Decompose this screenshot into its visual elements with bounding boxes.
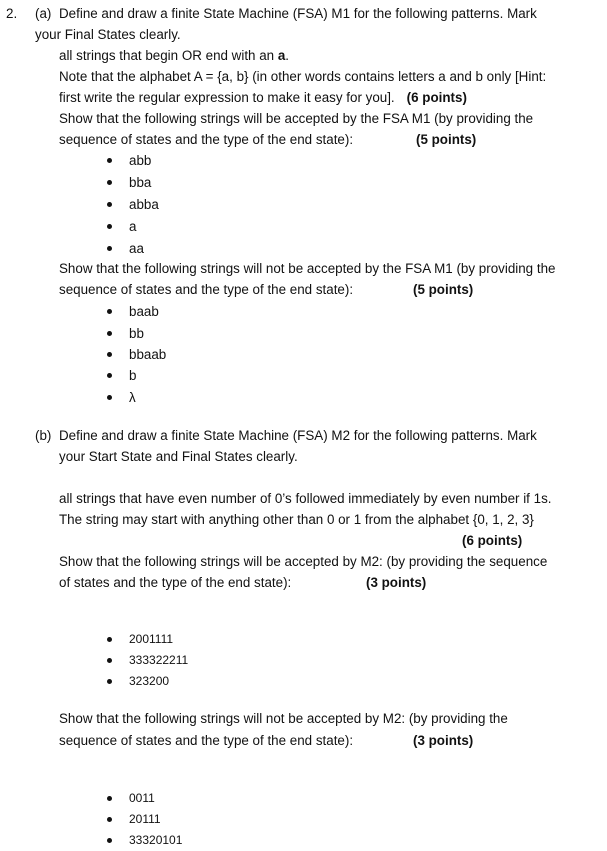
part-a-title-line2: your Final States clearly. <box>35 27 181 42</box>
part-b-reject-line2: sequence of states and the type of the end state): <box>59 733 354 748</box>
part-a-note-line1: Note that the alphabet A = {a, b} (in other words contains letters a and b only [Hint: <box>59 69 547 84</box>
part-b-title-line1: Define and draw a finite State Machine (FSA) M2 for the following patterns. Mark <box>59 428 537 443</box>
bullet-icon <box>107 331 112 336</box>
part-b-title-line2: your Start State and Final States clearly. <box>59 449 298 464</box>
list-item: 333322211 <box>129 653 189 667</box>
part-a-accept-points: (5 points) <box>416 132 477 147</box>
part-b-pattern-line1: all strings that have even number of 0’s followed immediately by even number if 1s. <box>59 491 552 506</box>
part-b-reject-points: (3 points) <box>413 733 474 748</box>
bullet-icon <box>107 817 112 822</box>
bullet-icon <box>107 309 112 314</box>
list-item: λ <box>129 390 136 405</box>
list-item: b <box>129 368 137 383</box>
list-item: abba <box>129 197 159 212</box>
bullet-icon <box>107 202 112 207</box>
list-item: aa <box>129 241 144 256</box>
bullet-icon <box>107 158 112 163</box>
list-item: 20111 <box>129 812 161 826</box>
bullet-icon <box>107 246 112 251</box>
bullet-icon <box>107 796 112 801</box>
list-item: 0011 <box>129 791 155 805</box>
list-item: 323200 <box>129 674 170 688</box>
list-item: baab <box>129 304 159 319</box>
part-b-accept-points: (3 points) <box>366 575 427 590</box>
bullet-icon <box>107 373 112 378</box>
part-a-accept-line1: Show that the following strings will be accepted by the FSA M1 (by providing the <box>59 111 534 126</box>
part-b-accept-line1: Show that the following strings will be accepted by M2: (by providing the sequence <box>59 554 548 569</box>
part-a-label: (a) <box>35 6 52 21</box>
list-item: abb <box>129 153 152 168</box>
list-item: 2001111 <box>129 632 174 646</box>
list-item: bbaab <box>129 347 167 362</box>
part-a-pattern: all strings that begin OR end with an a. <box>59 48 290 63</box>
bullet-icon <box>107 395 112 400</box>
list-item: bba <box>129 175 152 190</box>
part-b-accept-line2: of states and the type of the end state): <box>59 575 292 590</box>
part-a-note-line2: first write the regular expression to make it easy for you]. (6 points) <box>59 90 467 105</box>
part-a-accept-line2: sequence of states and the type of the end state): <box>59 132 354 147</box>
list-item: bb <box>129 326 144 341</box>
bullet-icon <box>107 224 112 229</box>
part-b-pattern-points: (6 points) <box>462 533 523 548</box>
part-b-pattern-line2: The string may start with anything other than 0 or 1 from the alphabet {0, 1, 2, 3} <box>59 512 534 527</box>
bullet-icon <box>107 679 112 684</box>
bullet-icon <box>107 352 112 357</box>
part-a-title-line1: Define and draw a finite State Machine (FSA) M1 for the following patterns. Mark <box>59 6 537 21</box>
question-number: 2. <box>6 6 18 21</box>
bullet-icon <box>107 180 112 185</box>
part-a-reject-points: (5 points) <box>413 282 474 297</box>
bullet-icon <box>107 838 112 843</box>
list-item: 33320101 <box>129 833 183 847</box>
bullet-icon <box>107 637 112 642</box>
part-a-reject-line2: sequence of states and the type of the end state): <box>59 282 354 297</box>
part-b-label: (b) <box>35 428 52 443</box>
part-b-reject-line1: Show that the following strings will not be accepted by M2: (by providing the <box>59 711 508 726</box>
bullet-icon <box>107 658 112 663</box>
list-item: a <box>129 219 137 234</box>
part-a-reject-line1: Show that the following strings will not be accepted by the FSA M1 (by providing the <box>59 261 556 276</box>
